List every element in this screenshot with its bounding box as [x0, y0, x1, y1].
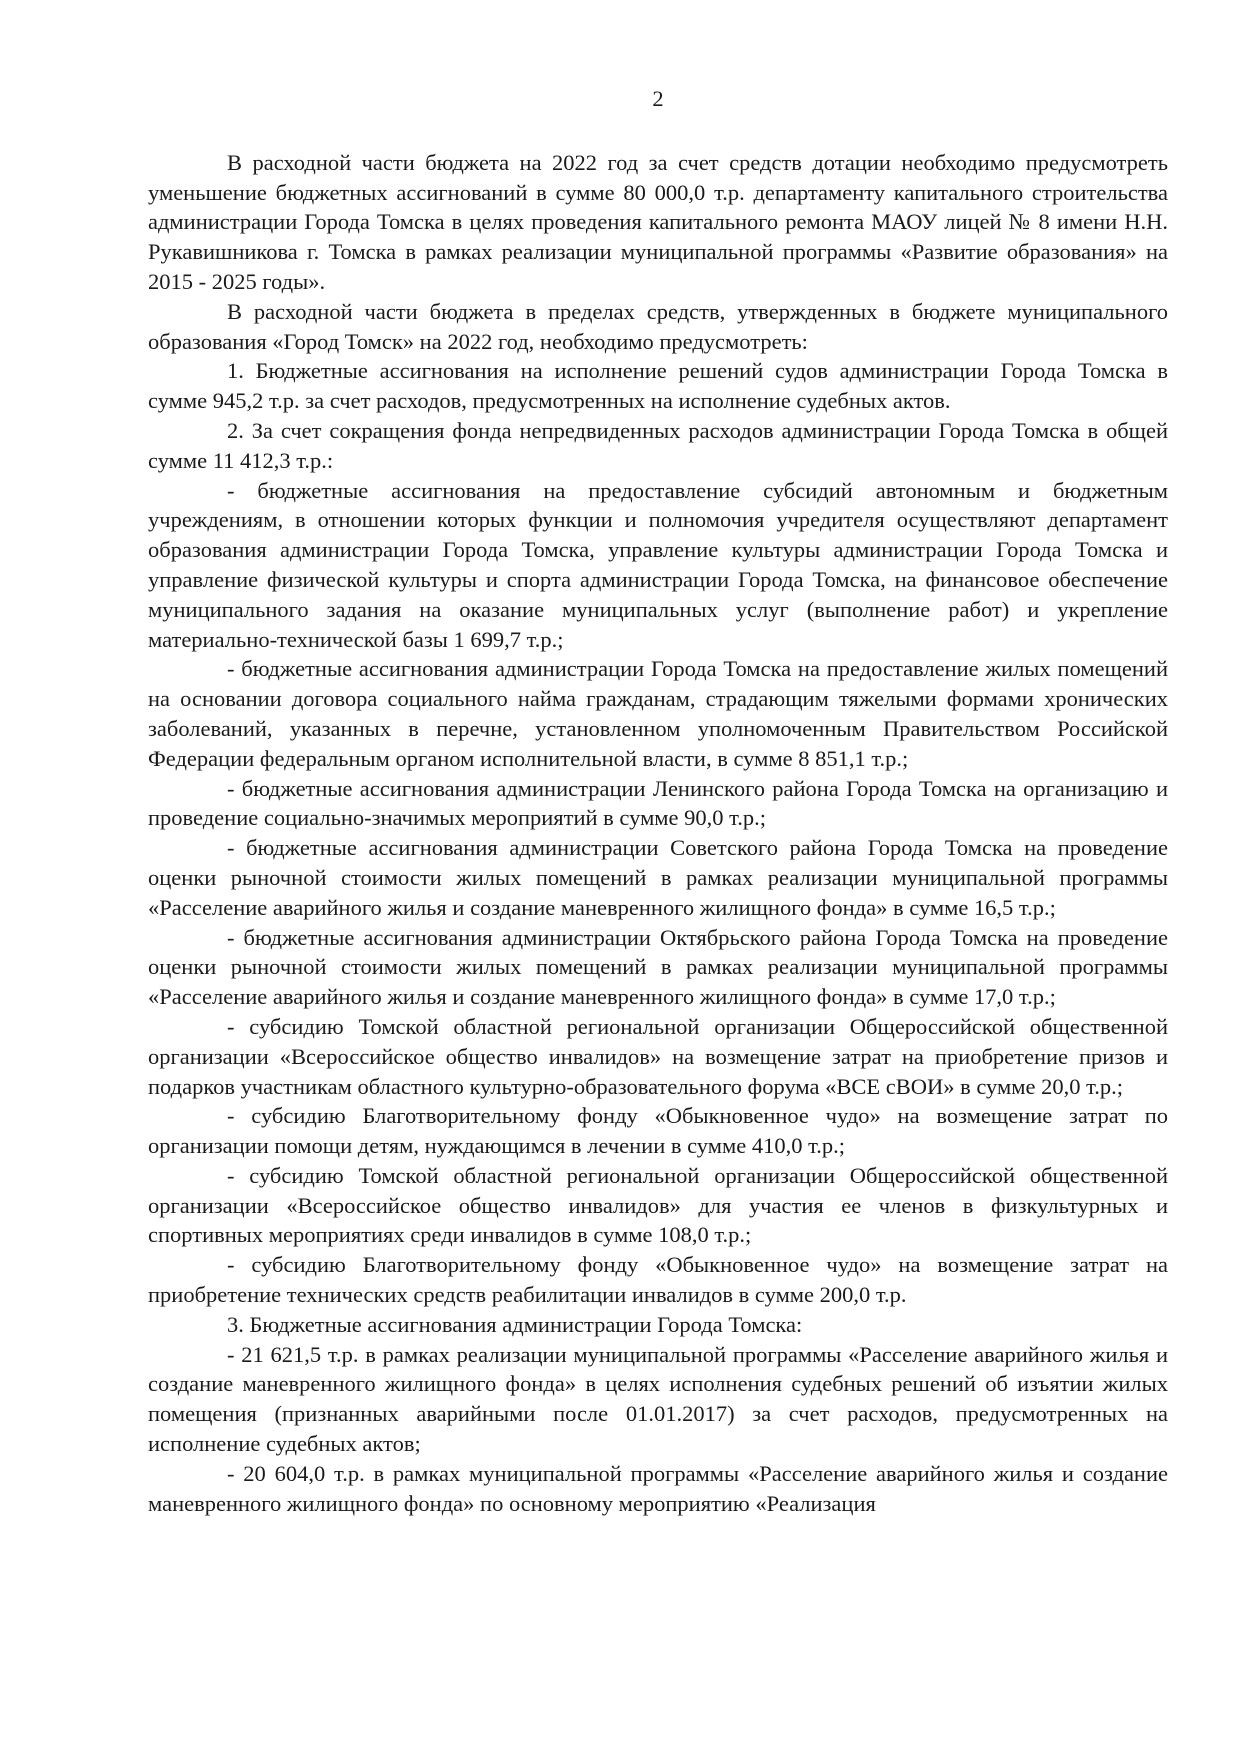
paragraph-item-2: 2. За счет сокращения фонда непредвиденных расходов администрации Города Томска в общей сумме 11 412,3 т.р.: [148, 417, 1168, 473]
paragraph-item-2-bullet-2: - бюджетные ассигнования администрации Города Томска на предоставление жилых помещений на основании договора социального найма гражданам, страдающим тяжелыми формами хронических заболеваний, указанных в перечне, установленном уполномоченным Правительством Российской Федерации федеральным органом исполнительной власти, в сумме 8 851,1 т.р.; [148, 656, 1168, 771]
paragraph-item-3: 3. Бюджетные ассигнования администрации Города Томска: [227, 1311, 803, 1337]
paragraph-item-2-bullet-1: - бюджетные ассигнования на предоставление субсидий автономным и бюджетным учреждениям, в отношении которых функции и полномочия учредителя осуществляют департамент образования администрации Города Томска, управление культуры администрации Города Томска и управление физической культуры и спорта администрации Города Томска, на финансовое обеспечение муниципального задания на оказание муниципальных услуг (выполнение работ) и укрепление материально-технической базы 1 699,7 т.р.; [148, 477, 1168, 652]
paragraph-intro-provide: В расходной части бюджета в пределах средств, утвержденных в бюджете муниципального образования «Город Томск» на 2022 год, необходимо предусмотреть: [148, 298, 1168, 354]
paragraph-item-2-bullet-9: - субсидию Благотворительному фонду «Обыкновенное чудо» на возмещение затрат на приобретение технических средств реабилитации инвалидов в сумме 200,0 т.р. [148, 1252, 1168, 1308]
paragraph-item-2-bullet-5: - бюджетные ассигнования администрации Октябрьского района Города Томска на проведение оценки рыночной стоимости жилых помещений в рамках реализации муниципальной программы «Расселение аварийного жилья и создание маневренного жилищного фонда» в сумме 17,0 т.р.; [148, 924, 1168, 1010]
paragraph-item-2-bullet-7: - субсидию Благотворительному фонду «Обыкновенное чудо» на возмещение затрат по организации помощи детям, нуждающимся в лечении в сумме 410,0 т.р.; [148, 1103, 1168, 1159]
paragraph-item-3-bullet-1: - 21 621,5 т.р. в рамках реализации муниципальной программы «Расселение аварийного жилья и создание маневренного жилищного фонда» в целях исполнения судебных решений об изъятии жилых помещения (признанных аварийными после 01.01.2017) за счет расходов, предусмотренных на исполнение судебных актов; [148, 1341, 1168, 1457]
paragraph-item-2-bullet-4: - бюджетные ассигнования администрации Советского района Города Томска на проведение оценки рыночной стоимости жилых помещений в рамках реализации муниципальной программы «Расселение аварийного жилья и создание маневренного жилищного фонда» в сумме 16,5 т.р.; [148, 835, 1168, 920]
paragraph-item-3-bullet-2: - 20 604,0 т.р. в рамках муниципальной программы «Расселение аварийного жилья и создание маневренного жилищного фонда» по основному мероприятию «Реализация [148, 1460, 1168, 1516]
paragraph-item-2-bullet-6: - субсидию Томской областной региональной организации Общероссийской общественной организации «Всероссийское общество инвалидов» на возмещение затрат на приобретение призов и подарков участникам областного культурно-образовательного форума «ВСЕ сВОИ» в сумме 20,0 т.р.; [148, 1013, 1168, 1099]
paragraph-intro-reduction: В расходной части бюджета на 2022 год за счет средств дотации необходимо предусмотреть уменьшение бюджетных ассигнований в сумме 80 000,0 т.р. департаменту капитального строительства администрации Города Томска в целях проведения капитального ремонта МАОУ лицей № 8 имени Н.Н. Рукавишникова г. Томска в рамках реализации муниципальной программы «Развитие образования» на 2015 - 2025 годы». [148, 149, 1168, 294]
paragraph-item-2-bullet-3: - бюджетные ассигнования администрации Ленинского района Города Томска на организацию и проведение социально-значимых мероприятий в сумме 90,0 т.р.; [148, 775, 1168, 831]
page-number: 2 [652, 86, 664, 111]
paragraph-item-1: 1. Бюджетные ассигнования на исполнение решений судов администрации Города Томска в сумме 945,2 т.р. за счет расходов, предусмотренных на исполнение судебных актов. [148, 358, 1168, 414]
document-page [148, 84, 1168, 1518]
paragraph-item-2-bullet-8: - субсидию Томской областной региональной организации Общероссийской общественной организации «Всероссийское общество инвалидов» для участия ее членов в физкультурных и спортивных мероприятиях среди инвалидов в сумме 108,0 т.р.; [148, 1162, 1168, 1248]
